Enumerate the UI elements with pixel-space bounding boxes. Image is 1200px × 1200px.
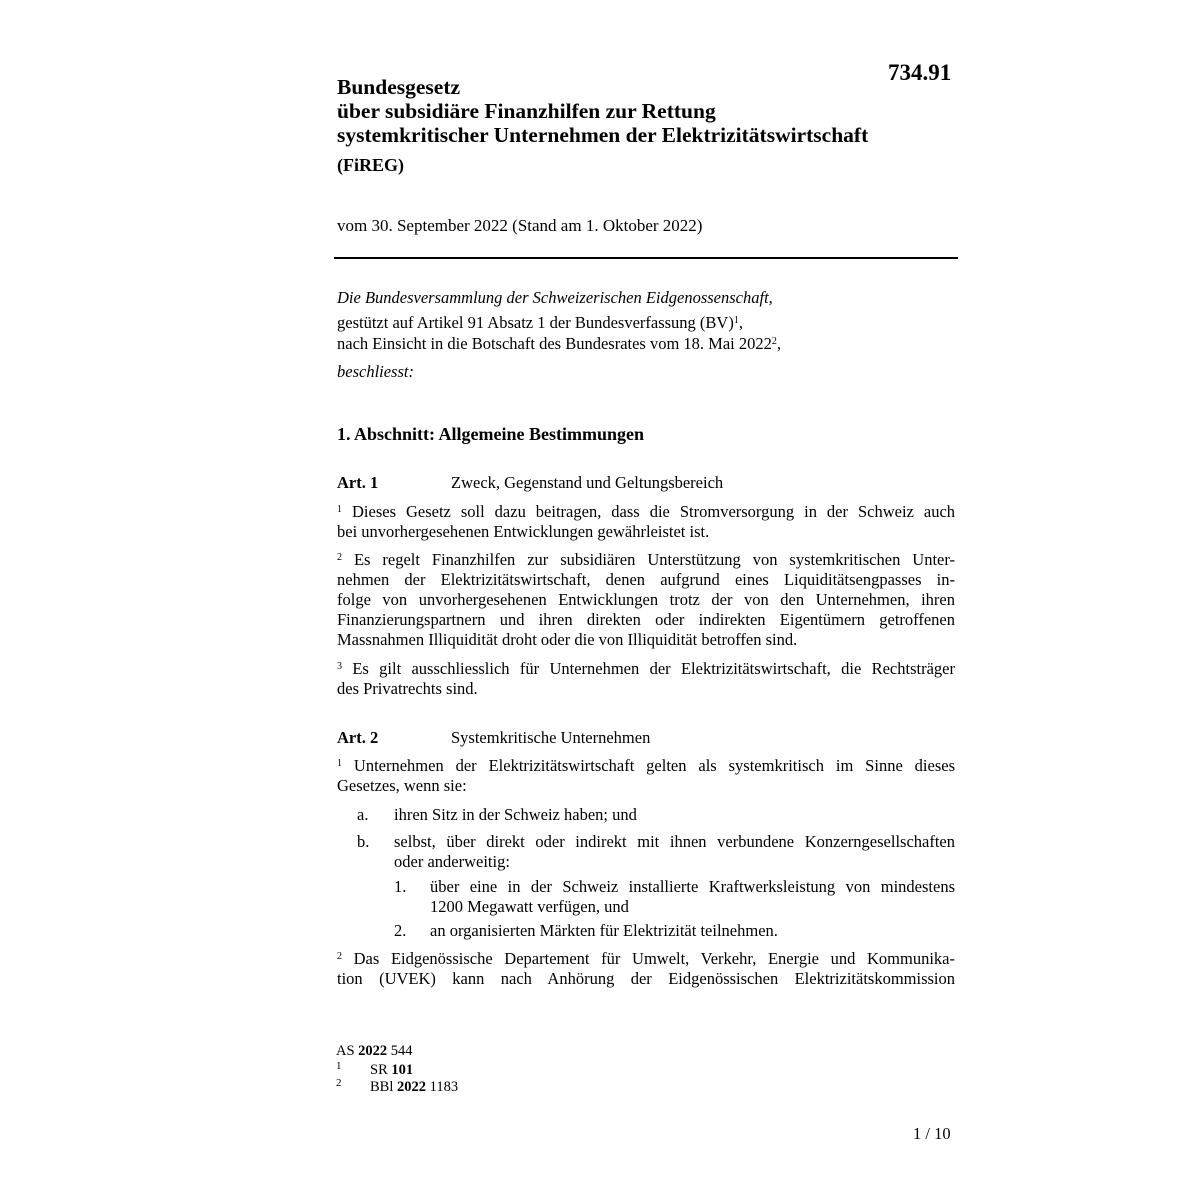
- footnote-2: $^2$ BBl 2022 1183: [336, 1077, 459, 1095]
- section-title: 1. Abschnitt: Allgemeine Bestimmungen: [337, 424, 645, 444]
- law-title: [337, 75, 868, 147]
- page-number: 1 / 10: [913, 1124, 951, 1143]
- list-item-b-label: b.: [357, 832, 370, 851]
- article-number: Art. 2: [337, 728, 379, 747]
- article-2-heading: [337, 728, 650, 748]
- list-item-b-text: selbst, über direkt oder indirekt mit ihnen verbundene Konzerngesellschaften oder anderweitig:: [394, 832, 955, 871]
- article-1-paragraph-1: $^1$ Dieses Gesetz soll dazu beitragen, dass die Stromversorgung in der Schweiz auch bei unvorhergesehenen Entwicklungen gewährleistet ist.: [337, 502, 956, 541]
- preamble-message: nach Einsicht in die Botschaft des Bundesrates vom 18. Mai 2022$^2$,: [337, 334, 782, 353]
- law-abbreviation: (FiREG): [337, 155, 404, 175]
- article-title: Zweck, Gegenstand und Geltungsbereich: [451, 473, 724, 492]
- article-1-paragraph-2: $^2$ Es regelt Finanzhilfen zur subsidiären Unterstützung von systemkritischen Unter- nehmen der Elektrizitätswirtschaft, denen aufgrund eines Liquiditätsengpasses in- folge von unvorhergesehenen Entwicklungen trotz der von den Unternehmen, ihren Finanzierungspartnern und ihren direkten oder indirekten Eigentümern getroffenen Massnahmen Illiquidität droht oder die von Illiquidität betroffen sind.: [337, 550, 956, 649]
- document-number: 734.91: [888, 60, 952, 85]
- article-title: Systemkritische Unternehmen: [451, 728, 651, 747]
- title-line: Bundesgesetz: [337, 75, 461, 99]
- list-item-a-text: ihren Sitz in der Schweiz haben; und: [394, 805, 637, 824]
- article-2-paragraph-2: $^2$ Das Eidgenössische Departement für Umwelt, Verkehr, Energie und Kommunika- tion (UVEK) kann nach Anhörung der Eidgenössischen Elektrizitätskommission: [337, 949, 955, 988]
- sublist-item-1-label: 1.: [394, 877, 407, 896]
- title-line: systemkritischer Unternehmen der Elektrizitätswirtschaft: [337, 123, 869, 147]
- article-2-paragraph-1: $^1$ Unternehmen der Elektrizitätswirtschaft gelten als systemkritisch im Sinne dieses Gesetzes, wenn sie:: [337, 756, 955, 795]
- preamble-decides: beschliesst:: [337, 362, 414, 381]
- preamble-assembly: Die Bundesversammlung der Schweizerischen Eidgenossenschaft,: [337, 288, 773, 307]
- footnote-ref[interactable]: 2: [771, 336, 777, 347]
- sublist-item-2-label: 2.: [394, 921, 407, 940]
- header-rule: [334, 257, 958, 259]
- footnote-as: AS 2022 544: [336, 1043, 413, 1059]
- preamble-basis: gestützt auf Artikel 91 Absatz 1 der Bundesverfassung (BV)$^1$,: [337, 313, 743, 332]
- footnote-ref[interactable]: 1: [733, 315, 739, 326]
- date-line: vom 30. September 2022 (Stand am 1. Oktober 2022): [337, 216, 703, 235]
- sublist-item-2-text: an organisierten Märkten für Elektrizität teilnehmen.: [430, 921, 778, 940]
- list-item-a-label: a.: [357, 805, 369, 824]
- sublist-item-1-text: über eine in der Schweiz installierte Kraftwerksleistung von mindestens 1200 Megawatt verfügen, und: [430, 877, 955, 916]
- footnote-1: $^1$ SR 101: [336, 1060, 414, 1078]
- article-1-heading: [337, 473, 723, 493]
- article-number: Art. 1: [337, 473, 379, 492]
- title-line: über subsidiäre Finanzhilfen zur Rettung: [337, 99, 716, 123]
- article-1-paragraph-3: $^3$ Es gilt ausschliesslich für Unternehmen der Elektrizitätswirtschaft, die Rechtsträger des Privatrechts sind.: [337, 659, 955, 698]
